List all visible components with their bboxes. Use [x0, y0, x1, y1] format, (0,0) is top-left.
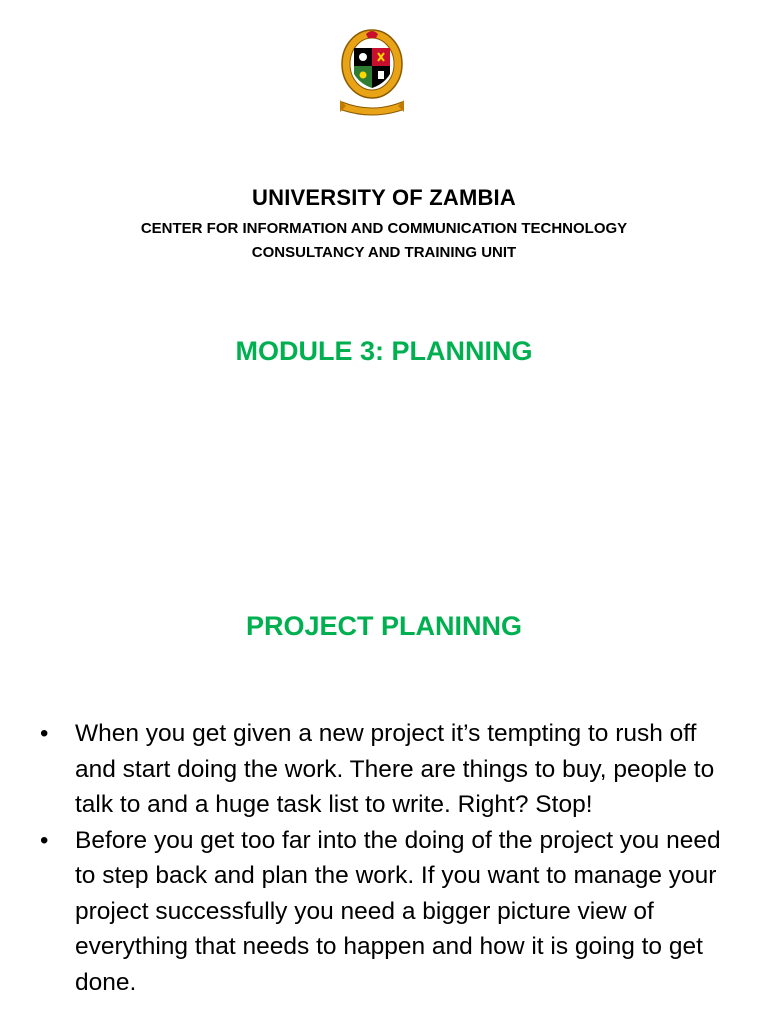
university-name: UNIVERSITY OF ZAMBIA [252, 185, 516, 210]
bullet-item: • When you get given a new project it’s tempting to rush off and start doing the work. There are things to buy, people to talk to and a huge task list to write. Right? Stop! [40, 716, 730, 823]
unit-name: CONSULTANCY AND TRAINING UNIT [251, 244, 517, 261]
bullet-list [40, 716, 730, 1000]
center-name: CENTER FOR INFORMATION AND COMMUNICATION TECHNOLOGY [140, 220, 628, 237]
section-title: PROJECT PLANINNG [245, 611, 523, 641]
university-crest-logo [336, 26, 408, 118]
module-title: MODULE 3: PLANNING [235, 336, 533, 366]
bullet-item: • Before you get too far into the doing of the project you need to step back and plan the work. If you want to manage your project successfully you need a bigger picture view of everything that needs to happen and how it is going to get done. [40, 823, 730, 1001]
